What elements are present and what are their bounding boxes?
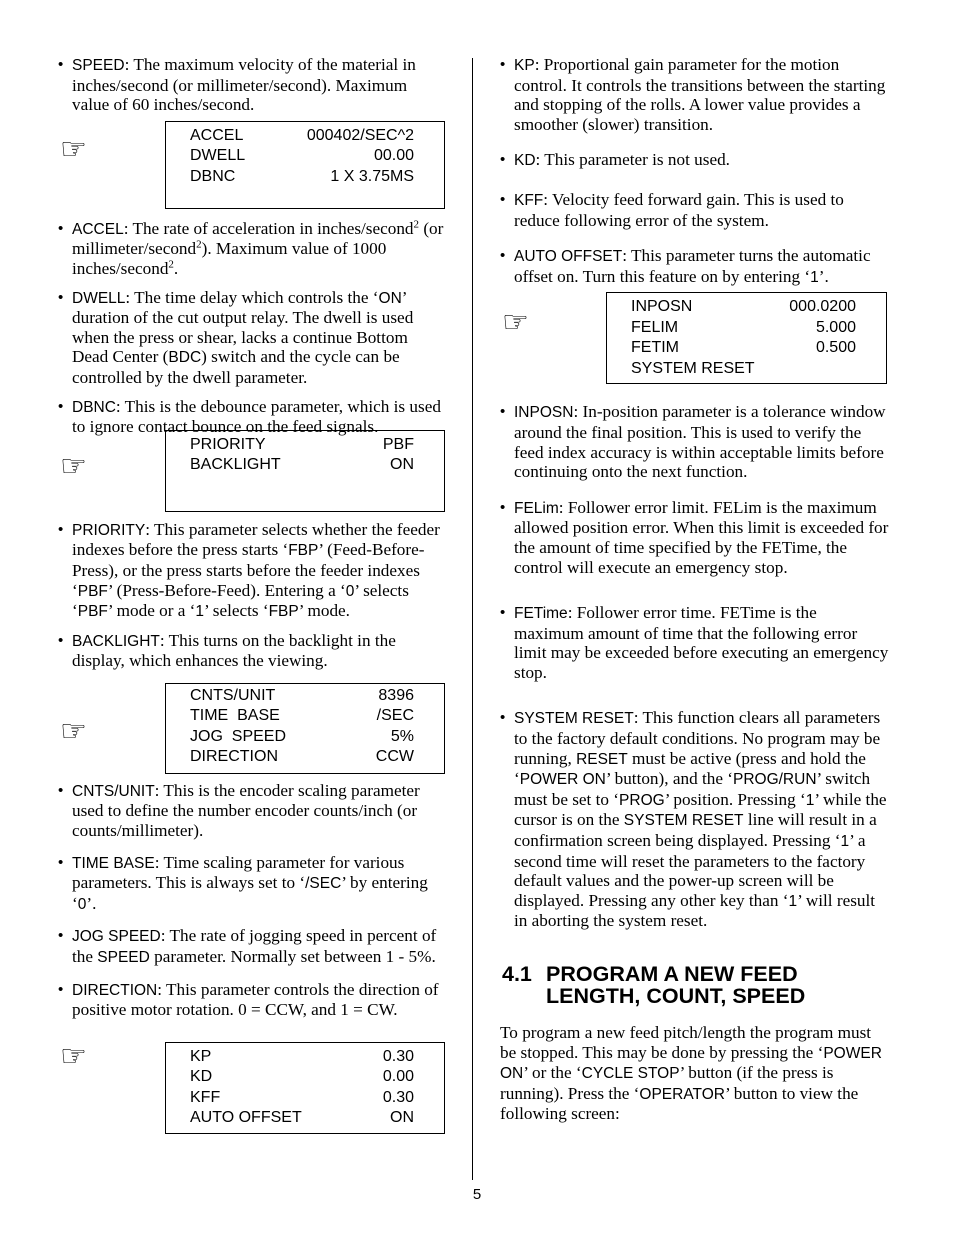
display-screen-cnts — [165, 683, 445, 774]
display-screen-priority — [165, 430, 445, 512]
screen-kp-row — [58, 1038, 448, 1136]
screen-line: SYSTEM RESET — [631, 359, 755, 377]
screen-line: PRIORITY PBF — [190, 435, 414, 453]
kd-description: • KD: This parameter is not used. — [500, 150, 730, 170]
screen-line: KFF 0.30 — [190, 1088, 414, 1106]
accel-description: • ACCEL: The rate of acceleration in inches/second$^2$ (or millimeter/second$^2$). Maximum value of 1000 inches/second$^2$. — [58, 218, 444, 278]
page-number: 5 — [472, 1186, 482, 1203]
system-reset-description: • SYSTEM RESET: This function clears all parameters to the factory default conditions. No program may be running, RESET must be active (press and hold the ‘POWER ON’ button), and the ‘PROG/RUN’ switch must be set to ‘PROG’ position. Pressing ‘1’ while the cursor is on the SYSTEM RESET line will result in a confirmation screen being displayed. Pressing ‘1’ a second time will reset the parameters to the factory default values and the power-up screen will be displayed. Pressing any other key than ‘1’ will result in aborting the system reset. — [500, 708, 887, 931]
cnts-unit-description: • CNTS/UNIT: This is the encoder scaling parameter used to define the number encoder counts/inch (or counts/millimeter). — [58, 780, 420, 841]
display-screen-accel — [165, 121, 445, 209]
priority-description: • PRIORITY: This parameter selects whether the feeder indexes before the press starts ‘FBP’ (Feed-Before-Press), or the press starts before the feeder indexes ‘PBF’ (Press-Before-Feed). Entering a ‘0’ selects ‘PBF’ mode or a ‘1’ selects ‘FBP’ mode. — [58, 519, 440, 621]
display-screen-inposn — [606, 292, 887, 384]
direction-description: • DIRECTION: This parameter controls the direction of positive motor rotation. 0 = CCW, and 1 = CW. — [58, 979, 439, 1020]
screen-line: KP 0.30 — [190, 1047, 414, 1065]
display-screen-kp — [165, 1042, 445, 1134]
pointing-hand-icon: ☞ — [60, 713, 87, 749]
screen-accel-row — [58, 121, 448, 211]
screen-cnts-row — [58, 683, 448, 775]
screen-line: KD 0.00 — [190, 1068, 414, 1086]
screen-line: BACKLIGHT ON — [190, 456, 414, 474]
dwell-description: • DWELL: The time delay which controls the ‘ON’ duration of the cut output relay. The dwell is used when the press or shear, lacks a continue Bottom Dead Center (BDC) switch and the cycle can be controlled by the dwell parameter. — [58, 287, 414, 387]
screen-line: JOG SPEED 5% — [190, 727, 414, 745]
screen-line: DIRECTION CCW — [190, 748, 414, 766]
screen-line: DWELL 00.00 — [190, 147, 414, 165]
kff-description: • KFF: Velocity feed forward gain. This is used to reduce following error of the system. — [500, 189, 844, 230]
backlight-description: • BACKLIGHT: This turns on the backlight in the display, which enhances the viewing. — [58, 630, 396, 671]
right-column — [500, 55, 890, 1124]
screen-line: FETIM 0.500 — [631, 339, 856, 357]
left-column — [58, 55, 448, 1136]
screen-line: CNTS/UNIT 8396 — [190, 686, 414, 704]
time-base-description: • TIME BASE: Time scaling parameter for various parameters. This is always set to ‘/SEC’ by entering ‘0’. — [58, 852, 428, 913]
screen-line: AUTO OFFSET ON — [190, 1109, 414, 1127]
program-intro-paragraph: To program a new feed pitch/length the program must be stopped. This may be done by pressing the ‘POWER ON’ or the ‘CYCLE STOP’ button (if the press is running). Press the ‘OPERATOR’ button to view the following screen: — [500, 1023, 882, 1124]
felim-description: • FELim: Follower error limit. FELim is the maximum allowed position error. When this limit is exceeded for the amount of time specified by the FETime, the control will execute an emergency stop. — [500, 497, 889, 577]
auto-offset-description: • AUTO OFFSET: This parameter turns the automatic offset on. Turn this feature on by entering ‘1’. — [500, 246, 871, 286]
inposn-description: • INPOSN: In-position parameter is a tolerance window around the final position. This is used to verify the feed index accuracy is within acceptable limits before continuing onto the next function. — [500, 402, 886, 482]
screen-inposn-row — [500, 292, 890, 386]
screen-line: TIME BASE /SEC — [190, 707, 414, 725]
pointing-hand-icon: ☞ — [502, 305, 529, 341]
screen-line: DBNC 1 X 3.75MS — [190, 167, 414, 185]
speed-description: • SPEED: The maximum velocity of the material in inches/second (or millimeter/second). Maximum value of 60 inches/second. — [58, 55, 416, 115]
kp-description: • KP: Proportional gain parameter for the motion control. It controls the transitions between the starting and stopping of the rolls. A lower value provides a smoother (slower) transition. — [500, 55, 886, 134]
jog-speed-description: • JOG SPEED: The rate of jogging speed in percent of the SPEED parameter. Normally set between 1 - 5%. — [58, 926, 437, 967]
pointing-hand-icon: ☞ — [60, 1038, 87, 1074]
screen-line: INPOSN 000.0200 — [631, 298, 856, 316]
section-heading: 4.1 PROGRAM A NEW FEED LENGTH, COUNT, SPEED — [502, 962, 806, 1008]
screen-line: ACCEL 000402/SEC^2 — [190, 126, 414, 144]
column-divider — [472, 58, 473, 1180]
fetime-description: • FETime: Follower error time. FETime is the maximum amount of time that the following error limit may be exceeded before executing an emergency stop. — [500, 603, 889, 682]
pointing-hand-icon: ☞ — [60, 131, 87, 167]
screen-line: FELIM 5.000 — [631, 318, 856, 336]
dbnc-description: • DBNC: This is the debounce parameter, which is used to ignore contact bounce on the feed signals. — [58, 396, 441, 437]
pointing-hand-icon: ☞ — [60, 448, 87, 484]
screen-priority-row — [58, 430, 448, 514]
